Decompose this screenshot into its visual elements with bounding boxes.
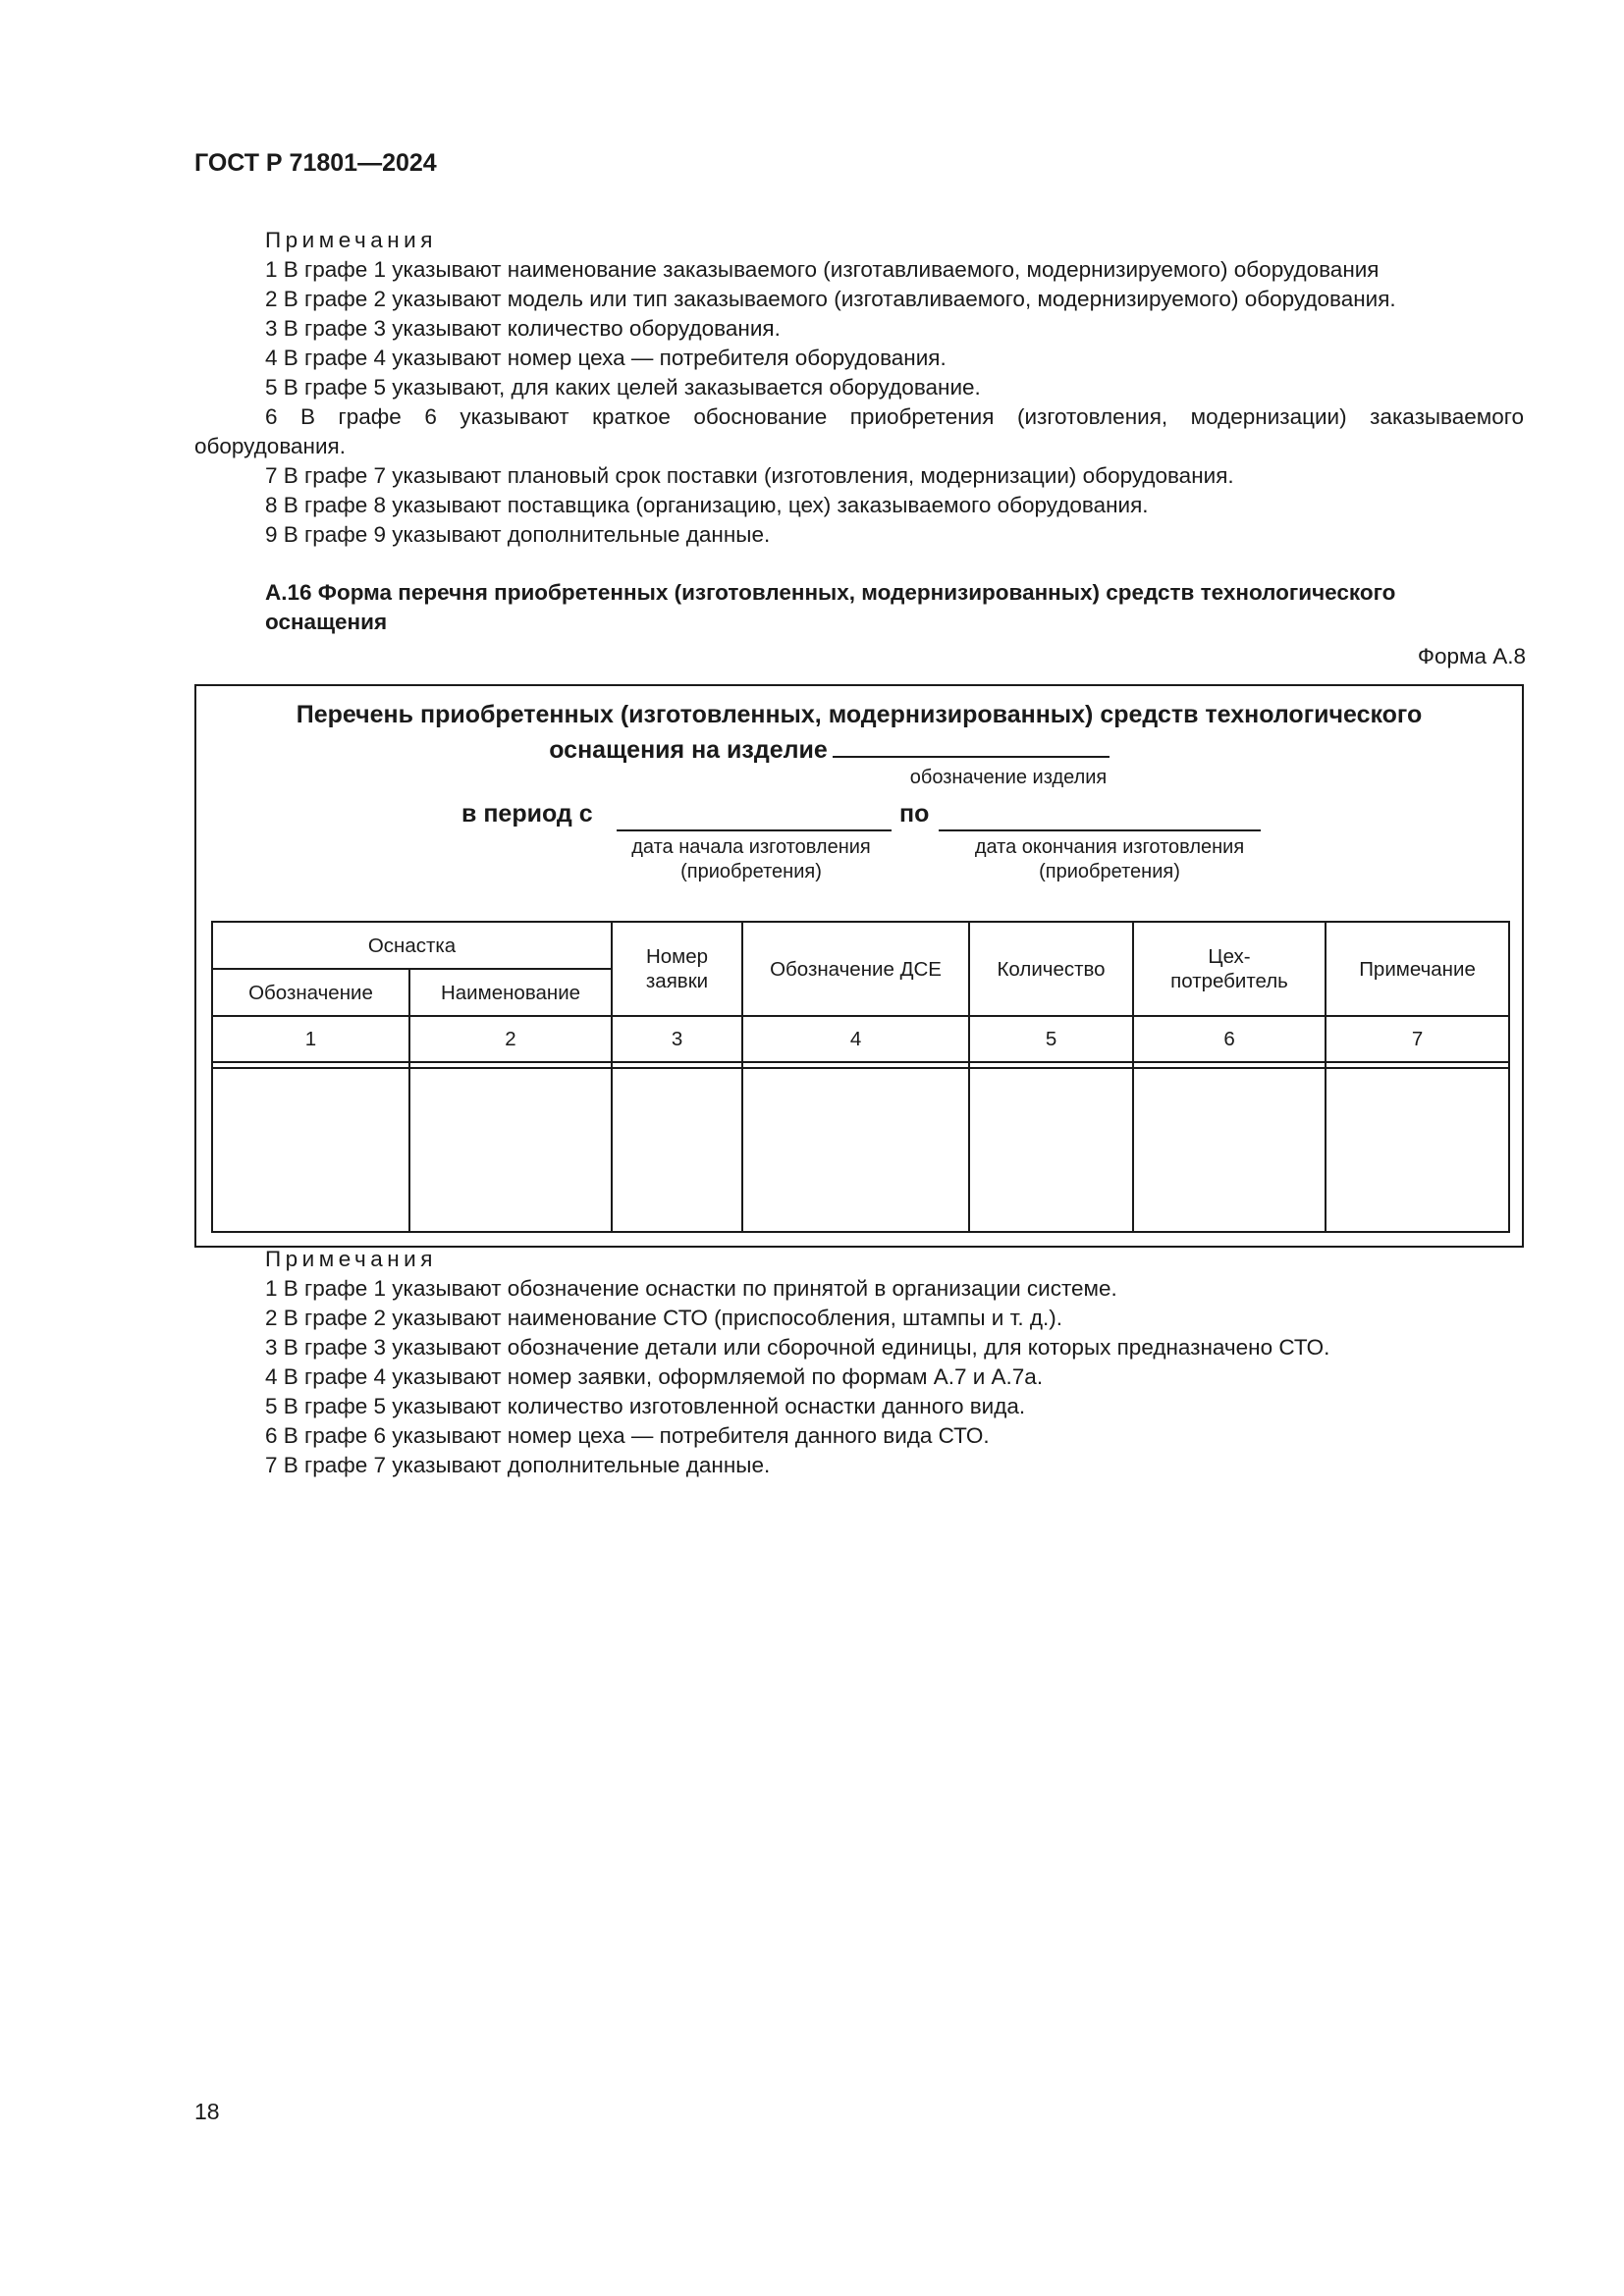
header-text-line: потребитель — [1170, 970, 1288, 992]
caption-end — [933, 835, 1286, 884]
period-from-label: в период с — [461, 800, 593, 828]
table-cell[interactable] — [1133, 1068, 1326, 1232]
form-title-product-label: оснащения на изделие — [549, 736, 828, 764]
caption-start-line: (приобретения) — [680, 861, 822, 882]
note-item: 4 В графе 4 указывают номер цеха — потребителя оборудования. — [265, 346, 947, 370]
note-item: 2 В графе 2 указывают наименование СТО (приспособления, штампы и т. д.). — [265, 1306, 1063, 1330]
caption-end-line: дата окончания изготовления — [974, 836, 1245, 858]
period-end-blank[interactable] — [939, 804, 1261, 831]
form-title-line: Перечень приобретенных (изготовленных, модернизированных) средств технологического — [296, 701, 1423, 728]
note-item: 1 В графе 1 указывают обозначение оснастки по принятой в организации системе. — [265, 1276, 1117, 1301]
caption-start — [589, 835, 913, 884]
note-item: 7 В графе 7 указывают плановый срок поставки (изготовления, модернизации) оборудования. — [265, 463, 1234, 488]
note-item: 7 В графе 7 указывают дополнительные данные. — [265, 1453, 771, 1477]
notes-bottom — [194, 1245, 1524, 1480]
caption-product: обозначение изделия — [909, 767, 1108, 788]
column-number: 1 — [212, 1016, 409, 1062]
caption-end-line: (приобретения) — [1039, 861, 1180, 882]
note-item-continuation: оборудования. — [194, 434, 346, 458]
header-osnastka: Оснастка — [212, 922, 612, 969]
document-header: ГОСТ Р 71801—2024 — [194, 149, 437, 177]
form-title — [196, 699, 1522, 766]
note-item: 9 В графе 9 указывают дополнительные данные. — [265, 522, 771, 547]
header-name: Наименование — [409, 969, 612, 1016]
form-label: Форма А.8 — [1417, 644, 1526, 668]
column-number: 5 — [969, 1016, 1133, 1062]
table-number-row — [212, 1016, 1509, 1062]
section-heading-line: оснащения — [265, 610, 388, 634]
column-number: 7 — [1326, 1016, 1509, 1062]
section-heading-line: А.16 Форма перечня приобретенных (изготовленных, модернизированных) средств технологического — [265, 580, 1396, 605]
equipment-table — [211, 921, 1510, 1233]
product-designation-blank[interactable] — [833, 730, 1110, 758]
section-heading — [265, 578, 1527, 637]
header-remark: Примечание — [1326, 922, 1509, 1016]
column-number: 2 — [409, 1016, 612, 1062]
period-to-label: по — [899, 800, 930, 828]
header-dse: Обозначение ДСЕ — [742, 922, 969, 1016]
notes-title: Примечания — [265, 1247, 437, 1271]
page-number: 18 — [194, 2099, 220, 2124]
header-text-line: Номер — [645, 945, 709, 968]
header-text-line: заявки — [645, 970, 709, 992]
period-start-blank[interactable] — [617, 804, 892, 831]
column-number: 6 — [1133, 1016, 1326, 1062]
note-item: 3 В графе 3 указывают обозначение детали или сборочной единицы, для которых предназначено СТО. — [265, 1335, 1330, 1360]
table-cell[interactable] — [969, 1068, 1133, 1232]
form-title-line — [196, 730, 1522, 766]
column-number: 3 — [612, 1016, 742, 1062]
table-cell[interactable] — [409, 1068, 612, 1232]
column-number: 4 — [742, 1016, 969, 1062]
note-item: 5 В графе 5 указывают, для каких целей заказывается оборудование. — [265, 375, 981, 400]
note-item: 3 В графе 3 указывают количество оборудования. — [265, 316, 781, 341]
note-item: 5 В графе 5 указывают количество изготовленной оснастки данного вида. — [265, 1394, 1026, 1418]
table-cell[interactable] — [1326, 1068, 1509, 1232]
header-shop — [1133, 922, 1326, 1016]
caption-start-line: дата начала изготовления — [631, 836, 871, 858]
note-item: 6 В графе 6 указывают краткое обоснование приобретения (изготовления, модернизации) заказываемого — [265, 404, 1524, 429]
notes-top — [194, 226, 1524, 550]
note-item: 8 В графе 8 указывают поставщика (организацию, цех) заказываемого оборудования. — [265, 493, 1149, 517]
header-quantity: Количество — [969, 922, 1133, 1016]
note-item: 1 В графе 1 указывают наименование заказываемого (изготавливаемого, модернизируемого) оборудования — [265, 257, 1380, 282]
note-item: 4 В графе 4 указывают номер заявки, оформляемой по формам А.7 и А.7а. — [265, 1364, 1044, 1389]
table-header-row — [212, 922, 1509, 969]
header-designation: Обозначение — [212, 969, 409, 1016]
table-empty-row — [212, 1068, 1509, 1232]
note-item: 6 В графе 6 указывают номер цеха — потребителя данного вида СТО. — [265, 1423, 990, 1448]
table-cell[interactable] — [742, 1068, 969, 1232]
header-text-line: Цех- — [1208, 945, 1251, 968]
note-item: 2 В графе 2 указывают модель или тип заказываемого (изготавливаемого, модернизируемого) оборудования. — [265, 287, 1396, 311]
notes-title: Примечания — [265, 228, 437, 252]
header-request-number — [612, 922, 742, 1016]
table-cell[interactable] — [212, 1068, 409, 1232]
table-cell[interactable] — [612, 1068, 742, 1232]
